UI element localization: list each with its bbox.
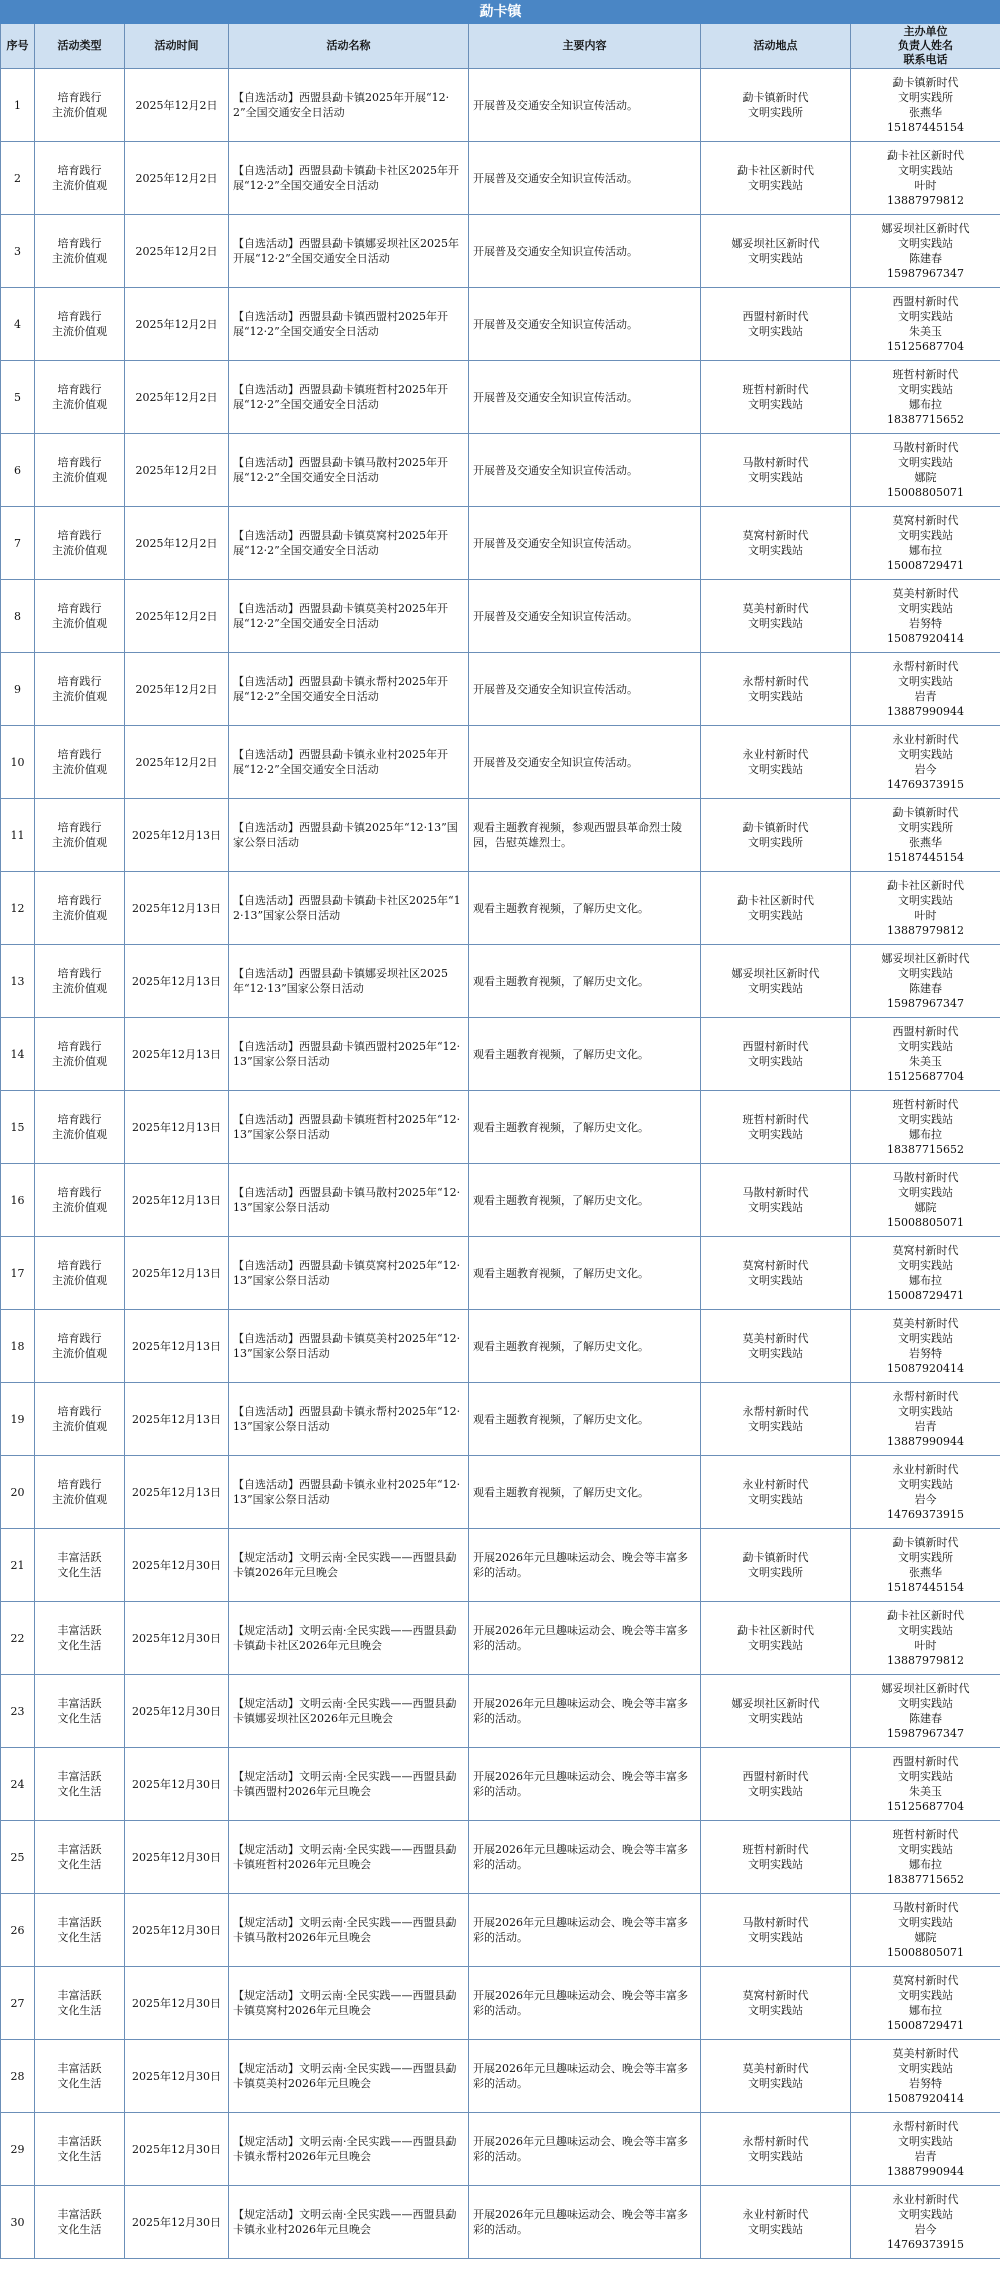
cell-type: 丰富活跃 文化生活	[35, 1675, 125, 1748]
cell-place: 娜妥坝社区新时代 文明实践站	[701, 215, 851, 288]
header-type: 活动类型	[35, 24, 125, 69]
cell-place: 莫窝村新时代 文明实践站	[701, 507, 851, 580]
cell-time: 2025年12月30日	[125, 1602, 229, 1675]
table-row	[1, 288, 1000, 361]
cell-activity-name: 【规定活动】文明云南·全民实践——西盟县勐卡镇莫美村2026年元旦晚会	[229, 2040, 469, 2113]
cell-activity-name: 【规定活动】文明云南·全民实践——西盟县勐卡镇莫窝村2026年元旦晚会	[229, 1967, 469, 2040]
cell-place: 永业村新时代 文明实践站	[701, 2186, 851, 2259]
cell-activity-name: 【自选活动】西盟县勐卡镇莫美村2025年“12·13”国家公祭日活动	[229, 1310, 469, 1383]
cell-no: 7	[1, 507, 35, 580]
cell-no: 1	[1, 69, 35, 142]
table-row	[1, 142, 1000, 215]
cell-no: 17	[1, 1237, 35, 1310]
cell-content: 观看主题教育视频，了解历史文化。	[469, 1456, 701, 1529]
cell-place: 莫美村新时代 文明实践站	[701, 2040, 851, 2113]
cell-organizer: 娜妥坝社区新时代 文明实践站 陈建春 15987967347	[851, 215, 1000, 288]
cell-type: 培育践行 主流价值观	[35, 726, 125, 799]
cell-content: 观看主题教育视频，了解历史文化。	[469, 1310, 701, 1383]
cell-activity-name: 【自选活动】西盟县勐卡镇2025年开展“12·2”全国交通安全日活动	[229, 69, 469, 142]
table-row	[1, 1529, 1000, 1602]
cell-type: 培育践行 主流价值观	[35, 69, 125, 142]
cell-content: 开展2026年元旦趣味运动会、晚会等丰富多彩的活动。	[469, 2040, 701, 2113]
cell-time: 2025年12月13日	[125, 1091, 229, 1164]
cell-place: 永业村新时代 文明实践站	[701, 1456, 851, 1529]
cell-time: 2025年12月13日	[125, 1383, 229, 1456]
cell-organizer: 永帮村新时代 文明实践站 岩青 13887990944	[851, 653, 1000, 726]
cell-type: 培育践行 主流价值观	[35, 1310, 125, 1383]
table-row	[1, 1748, 1000, 1821]
cell-no: 6	[1, 434, 35, 507]
cell-organizer: 马散村新时代 文明实践站 娜院 15008805071	[851, 1164, 1000, 1237]
cell-type: 培育践行 主流价值观	[35, 580, 125, 653]
table-row	[1, 1310, 1000, 1383]
cell-place: 马散村新时代 文明实践站	[701, 1894, 851, 1967]
cell-time: 2025年12月13日	[125, 945, 229, 1018]
cell-time: 2025年12月2日	[125, 507, 229, 580]
cell-place: 莫窝村新时代 文明实践站	[701, 1967, 851, 2040]
cell-activity-name: 【规定活动】文明云南·全民实践——西盟县勐卡镇永帮村2026年元旦晚会	[229, 2113, 469, 2186]
cell-no: 24	[1, 1748, 35, 1821]
table-row	[1, 580, 1000, 653]
cell-type: 丰富活跃 文化生活	[35, 1967, 125, 2040]
cell-content: 开展普及交通安全知识宣传活动。	[469, 726, 701, 799]
cell-no: 21	[1, 1529, 35, 1602]
cell-place: 勐卡镇新时代 文明实践所	[701, 1529, 851, 1602]
cell-content: 开展2026年元旦趣味运动会、晚会等丰富多彩的活动。	[469, 2113, 701, 2186]
cell-content: 观看主题教育视频，了解历史文化。	[469, 1091, 701, 1164]
cell-no: 22	[1, 1602, 35, 1675]
cell-type: 丰富活跃 文化生活	[35, 2186, 125, 2259]
cell-activity-name: 【自选活动】西盟县勐卡镇永帮村2025年“12·13”国家公祭日活动	[229, 1383, 469, 1456]
cell-organizer: 永业村新时代 文明实践站 岩今 14769373915	[851, 2186, 1000, 2259]
cell-type: 培育践行 主流价值观	[35, 288, 125, 361]
cell-activity-name: 【自选活动】西盟县勐卡镇永业村2025年开展“12·2”全国交通安全日活动	[229, 726, 469, 799]
cell-no: 15	[1, 1091, 35, 1164]
cell-place: 西盟村新时代 文明实践站	[701, 1018, 851, 1091]
cell-no: 12	[1, 872, 35, 945]
cell-content: 开展普及交通安全知识宣传活动。	[469, 434, 701, 507]
cell-place: 莫美村新时代 文明实践站	[701, 580, 851, 653]
cell-activity-name: 【规定活动】文明云南·全民实践——西盟县勐卡镇永业村2026年元旦晚会	[229, 2186, 469, 2259]
cell-type: 培育践行 主流价值观	[35, 653, 125, 726]
cell-place: 西盟村新时代 文明实践站	[701, 288, 851, 361]
cell-activity-name: 【自选活动】西盟县勐卡镇班哲村2025年“12·13”国家公祭日活动	[229, 1091, 469, 1164]
header-time: 活动时间	[125, 24, 229, 69]
cell-content: 开展普及交通安全知识宣传活动。	[469, 142, 701, 215]
cell-place: 班哲村新时代 文明实践站	[701, 361, 851, 434]
cell-type: 丰富活跃 文化生活	[35, 2113, 125, 2186]
cell-place: 勐卡社区新时代 文明实践站	[701, 1602, 851, 1675]
cell-activity-name: 【自选活动】西盟县勐卡镇娜妥坝社区2025年开展“12·2”全国交通安全日活动	[229, 215, 469, 288]
cell-time: 2025年12月30日	[125, 1821, 229, 1894]
cell-content: 开展2026年元旦趣味运动会、晚会等丰富多彩的活动。	[469, 1529, 701, 1602]
cell-activity-name: 【自选活动】西盟县勐卡镇娜妥坝社区2025年“12·13”国家公祭日活动	[229, 945, 469, 1018]
cell-time: 2025年12月30日	[125, 2113, 229, 2186]
table-row	[1, 507, 1000, 580]
cell-time: 2025年12月2日	[125, 434, 229, 507]
cell-content: 观看主题教育视频，了解历史文化。	[469, 1018, 701, 1091]
cell-activity-name: 【规定活动】文明云南·全民实践——西盟县勐卡镇勐卡社区2026年元旦晚会	[229, 1602, 469, 1675]
cell-content: 开展普及交通安全知识宣传活动。	[469, 653, 701, 726]
cell-time: 2025年12月13日	[125, 1018, 229, 1091]
table-row	[1, 69, 1000, 142]
cell-no: 28	[1, 2040, 35, 2113]
cell-place: 永业村新时代 文明实践站	[701, 726, 851, 799]
cell-content: 开展2026年元旦趣味运动会、晚会等丰富多彩的活动。	[469, 1967, 701, 2040]
cell-organizer: 莫美村新时代 文明实践站 岩努特 15087920414	[851, 1310, 1000, 1383]
table-row	[1, 1164, 1000, 1237]
cell-type: 丰富活跃 文化生活	[35, 2040, 125, 2113]
cell-no: 23	[1, 1675, 35, 1748]
table-title: 勐卡镇	[1, 1, 1000, 24]
header-content: 主要内容	[469, 24, 701, 69]
cell-organizer: 勐卡镇新时代 文明实践所 张燕华 15187445154	[851, 1529, 1000, 1602]
cell-content: 观看主题教育视频，了解历史文化。	[469, 872, 701, 945]
cell-no: 27	[1, 1967, 35, 2040]
cell-organizer: 永业村新时代 文明实践站 岩今 14769373915	[851, 726, 1000, 799]
cell-time: 2025年12月2日	[125, 361, 229, 434]
cell-organizer: 勐卡镇新时代 文明实践所 张燕华 15187445154	[851, 799, 1000, 872]
cell-organizer: 西盟村新时代 文明实践站 朱美玉 15125687704	[851, 1748, 1000, 1821]
cell-content: 观看主题教育视频，了解历史文化。	[469, 1164, 701, 1237]
cell-no: 18	[1, 1310, 35, 1383]
cell-content: 观看主题教育视频，了解历史文化。	[469, 1383, 701, 1456]
cell-organizer: 西盟村新时代 文明实践站 朱美玉 15125687704	[851, 288, 1000, 361]
cell-no: 11	[1, 799, 35, 872]
cell-type: 培育践行 主流价值观	[35, 1237, 125, 1310]
cell-organizer: 娜妥坝社区新时代 文明实践站 陈建春 15987967347	[851, 1675, 1000, 1748]
cell-time: 2025年12月30日	[125, 1529, 229, 1602]
cell-type: 培育践行 主流价值观	[35, 799, 125, 872]
cell-type: 丰富活跃 文化生活	[35, 1748, 125, 1821]
cell-organizer: 勐卡镇新时代 文明实践所 张燕华 15187445154	[851, 69, 1000, 142]
cell-content: 开展2026年元旦趣味运动会、晚会等丰富多彩的活动。	[469, 2186, 701, 2259]
cell-activity-name: 【自选活动】西盟县勐卡镇莫窝村2025年开展“12·2”全国交通安全日活动	[229, 507, 469, 580]
cell-time: 2025年12月2日	[125, 215, 229, 288]
cell-activity-name: 【规定活动】文明云南·全民实践——西盟县勐卡镇西盟村2026年元旦晚会	[229, 1748, 469, 1821]
cell-type: 培育践行 主流价值观	[35, 1164, 125, 1237]
header-name: 活动名称	[229, 24, 469, 69]
cell-content: 开展2026年元旦趣味运动会、晚会等丰富多彩的活动。	[469, 1675, 701, 1748]
table-row	[1, 2040, 1000, 2113]
table-row	[1, 1091, 1000, 1164]
table-header-row	[1, 24, 1000, 69]
cell-time: 2025年12月2日	[125, 69, 229, 142]
table-row	[1, 2113, 1000, 2186]
cell-activity-name: 【规定活动】文明云南·全民实践——西盟县勐卡镇2026年元旦晚会	[229, 1529, 469, 1602]
cell-type: 丰富活跃 文化生活	[35, 1821, 125, 1894]
header-place: 活动地点	[701, 24, 851, 69]
cell-activity-name: 【自选活动】西盟县勐卡镇勐卡社区2025年开展“12·2”全国交通安全日活动	[229, 142, 469, 215]
cell-place: 勐卡社区新时代 文明实践站	[701, 142, 851, 215]
cell-organizer: 勐卡社区新时代 文明实践站 叶时 13887979812	[851, 142, 1000, 215]
cell-content: 开展2026年元旦趣味运动会、晚会等丰富多彩的活动。	[469, 1602, 701, 1675]
cell-organizer: 勐卡社区新时代 文明实践站 叶时 13887979812	[851, 1602, 1000, 1675]
cell-content: 开展普及交通安全知识宣传活动。	[469, 361, 701, 434]
cell-content: 开展普及交通安全知识宣传活动。	[469, 507, 701, 580]
header-organizer: 主办单位 负责人姓名 联系电话	[851, 24, 1000, 69]
cell-time: 2025年12月30日	[125, 2040, 229, 2113]
cell-activity-name: 【规定活动】文明云南·全民实践——西盟县勐卡镇班哲村2026年元旦晚会	[229, 1821, 469, 1894]
cell-no: 8	[1, 580, 35, 653]
cell-time: 2025年12月2日	[125, 653, 229, 726]
cell-time: 2025年12月2日	[125, 726, 229, 799]
cell-activity-name: 【自选活动】西盟县勐卡镇2025年“12·13”国家公祭日活动	[229, 799, 469, 872]
cell-no: 5	[1, 361, 35, 434]
cell-time: 2025年12月13日	[125, 872, 229, 945]
cell-place: 娜妥坝社区新时代 文明实践站	[701, 1675, 851, 1748]
cell-content: 开展2026年元旦趣味运动会、晚会等丰富多彩的活动。	[469, 1894, 701, 1967]
table-row	[1, 799, 1000, 872]
cell-organizer: 班哲村新时代 文明实践站 娜布拉 18387715652	[851, 1821, 1000, 1894]
cell-time: 2025年12月13日	[125, 1310, 229, 1383]
cell-place: 勐卡镇新时代 文明实践所	[701, 69, 851, 142]
cell-activity-name: 【自选活动】西盟县勐卡镇西盟村2025年“12·13”国家公祭日活动	[229, 1018, 469, 1091]
cell-time: 2025年12月30日	[125, 1748, 229, 1821]
cell-content: 观看主题教育视频，了解历史文化。	[469, 945, 701, 1018]
cell-time: 2025年12月13日	[125, 1164, 229, 1237]
cell-place: 西盟村新时代 文明实践站	[701, 1748, 851, 1821]
cell-time: 2025年12月2日	[125, 288, 229, 361]
cell-activity-name: 【自选活动】西盟县勐卡镇莫美村2025年开展“12·2”全国交通安全日活动	[229, 580, 469, 653]
cell-no: 10	[1, 726, 35, 799]
table-row	[1, 1456, 1000, 1529]
cell-place: 永帮村新时代 文明实践站	[701, 2113, 851, 2186]
cell-type: 培育践行 主流价值观	[35, 945, 125, 1018]
cell-time: 2025年12月13日	[125, 1237, 229, 1310]
table-row	[1, 1383, 1000, 1456]
cell-time: 2025年12月30日	[125, 2186, 229, 2259]
cell-activity-name: 【规定活动】文明云南·全民实践——西盟县勐卡镇娜妥坝社区2026年元旦晚会	[229, 1675, 469, 1748]
cell-content: 开展2026年元旦趣味运动会、晚会等丰富多彩的活动。	[469, 1821, 701, 1894]
cell-organizer: 永业村新时代 文明实践站 岩今 14769373915	[851, 1456, 1000, 1529]
cell-place: 娜妥坝社区新时代 文明实践站	[701, 945, 851, 1018]
cell-no: 30	[1, 2186, 35, 2259]
cell-type: 培育践行 主流价值观	[35, 1383, 125, 1456]
table-row	[1, 653, 1000, 726]
cell-time: 2025年12月2日	[125, 142, 229, 215]
cell-organizer: 莫美村新时代 文明实践站 岩努特 15087920414	[851, 2040, 1000, 2113]
cell-place: 马散村新时代 文明实践站	[701, 434, 851, 507]
cell-no: 20	[1, 1456, 35, 1529]
cell-type: 培育践行 主流价值观	[35, 361, 125, 434]
cell-organizer: 班哲村新时代 文明实践站 娜布拉 18387715652	[851, 1091, 1000, 1164]
cell-time: 2025年12月2日	[125, 580, 229, 653]
cell-place: 班哲村新时代 文明实践站	[701, 1091, 851, 1164]
cell-content: 开展普及交通安全知识宣传活动。	[469, 288, 701, 361]
header-no: 序号	[1, 24, 35, 69]
table-row	[1, 1018, 1000, 1091]
cell-place: 勐卡镇新时代 文明实践所	[701, 799, 851, 872]
table-row	[1, 726, 1000, 799]
cell-type: 丰富活跃 文化生活	[35, 1894, 125, 1967]
table-row	[1, 1237, 1000, 1310]
cell-organizer: 班哲村新时代 文明实践站 娜布拉 18387715652	[851, 361, 1000, 434]
table-body	[1, 69, 1000, 2259]
cell-no: 29	[1, 2113, 35, 2186]
cell-no: 13	[1, 945, 35, 1018]
table-row	[1, 215, 1000, 288]
table-row	[1, 1967, 1000, 2040]
cell-activity-name: 【自选活动】西盟县勐卡镇西盟村2025年开展“12·2”全国交通安全日活动	[229, 288, 469, 361]
cell-organizer: 西盟村新时代 文明实践站 朱美玉 15125687704	[851, 1018, 1000, 1091]
cell-type: 培育践行 主流价值观	[35, 215, 125, 288]
cell-place: 永帮村新时代 文明实践站	[701, 653, 851, 726]
cell-type: 培育践行 主流价值观	[35, 1456, 125, 1529]
table-row	[1, 1602, 1000, 1675]
cell-no: 26	[1, 1894, 35, 1967]
cell-organizer: 马散村新时代 文明实践站 娜院 15008805071	[851, 434, 1000, 507]
table-row	[1, 434, 1000, 507]
cell-activity-name: 【自选活动】西盟县勐卡镇永帮村2025年开展“12·2”全国交通安全日活动	[229, 653, 469, 726]
cell-organizer: 永帮村新时代 文明实践站 岩青 13887990944	[851, 2113, 1000, 2186]
cell-place: 莫美村新时代 文明实践站	[701, 1310, 851, 1383]
cell-no: 14	[1, 1018, 35, 1091]
cell-content: 开展普及交通安全知识宣传活动。	[469, 69, 701, 142]
cell-activity-name: 【自选活动】西盟县勐卡镇莫窝村2025年“12·13”国家公祭日活动	[229, 1237, 469, 1310]
cell-type: 丰富活跃 文化生活	[35, 1529, 125, 1602]
cell-organizer: 莫窝村新时代 文明实践站 娜布拉 15008729471	[851, 1967, 1000, 2040]
table-row	[1, 2186, 1000, 2259]
cell-type: 培育践行 主流价值观	[35, 507, 125, 580]
cell-time: 2025年12月30日	[125, 1675, 229, 1748]
table-row	[1, 1675, 1000, 1748]
cell-organizer: 马散村新时代 文明实践站 娜院 15008805071	[851, 1894, 1000, 1967]
cell-organizer: 莫美村新时代 文明实践站 岩努特 15087920414	[851, 580, 1000, 653]
cell-organizer: 永帮村新时代 文明实践站 岩青 13887990944	[851, 1383, 1000, 1456]
cell-organizer: 勐卡社区新时代 文明实践站 叶时 13887979812	[851, 872, 1000, 945]
cell-organizer: 莫窝村新时代 文明实践站 娜布拉 15008729471	[851, 1237, 1000, 1310]
cell-type: 培育践行 主流价值观	[35, 872, 125, 945]
cell-organizer: 莫窝村新时代 文明实践站 娜布拉 15008729471	[851, 507, 1000, 580]
cell-type: 培育践行 主流价值观	[35, 434, 125, 507]
cell-place: 勐卡社区新时代 文明实践站	[701, 872, 851, 945]
cell-place: 班哲村新时代 文明实践站	[701, 1821, 851, 1894]
cell-no: 2	[1, 142, 35, 215]
cell-place: 永帮村新时代 文明实践站	[701, 1383, 851, 1456]
cell-type: 培育践行 主流价值观	[35, 1018, 125, 1091]
table-row	[1, 872, 1000, 945]
cell-place: 莫窝村新时代 文明实践站	[701, 1237, 851, 1310]
table-row	[1, 1894, 1000, 1967]
cell-content: 开展普及交通安全知识宣传活动。	[469, 580, 701, 653]
table-title-row	[1, 1, 1000, 24]
cell-activity-name: 【自选活动】西盟县勐卡镇勐卡社区2025年“12·13”国家公祭日活动	[229, 872, 469, 945]
cell-no: 9	[1, 653, 35, 726]
cell-activity-name: 【规定活动】文明云南·全民实践——西盟县勐卡镇马散村2026年元旦晚会	[229, 1894, 469, 1967]
cell-no: 25	[1, 1821, 35, 1894]
cell-time: 2025年12月30日	[125, 1894, 229, 1967]
cell-time: 2025年12月13日	[125, 1456, 229, 1529]
cell-activity-name: 【自选活动】西盟县勐卡镇班哲村2025年开展“12·2”全国交通安全日活动	[229, 361, 469, 434]
table-row	[1, 945, 1000, 1018]
cell-content: 开展普及交通安全知识宣传活动。	[469, 215, 701, 288]
cell-type: 培育践行 主流价值观	[35, 142, 125, 215]
cell-activity-name: 【自选活动】西盟县勐卡镇永业村2025年“12·13”国家公祭日活动	[229, 1456, 469, 1529]
cell-no: 4	[1, 288, 35, 361]
cell-activity-name: 【自选活动】西盟县勐卡镇马散村2025年开展“12·2”全国交通安全日活动	[229, 434, 469, 507]
cell-content: 开展2026年元旦趣味运动会、晚会等丰富多彩的活动。	[469, 1748, 701, 1821]
table-row	[1, 1821, 1000, 1894]
cell-content: 观看主题教育视频，了解历史文化。	[469, 1237, 701, 1310]
cell-type: 丰富活跃 文化生活	[35, 1602, 125, 1675]
table-row	[1, 361, 1000, 434]
cell-no: 3	[1, 215, 35, 288]
cell-organizer: 娜妥坝社区新时代 文明实践站 陈建春 15987967347	[851, 945, 1000, 1018]
cell-time: 2025年12月13日	[125, 799, 229, 872]
cell-no: 16	[1, 1164, 35, 1237]
cell-content: 观看主题教育视频，参观西盟县革命烈士陵园，告慰英雄烈士。	[469, 799, 701, 872]
cell-place: 马散村新时代 文明实践站	[701, 1164, 851, 1237]
cell-no: 19	[1, 1383, 35, 1456]
cell-type: 培育践行 主流价值观	[35, 1091, 125, 1164]
cell-time: 2025年12月30日	[125, 1967, 229, 2040]
cell-activity-name: 【自选活动】西盟县勐卡镇马散村2025年“12·13”国家公祭日活动	[229, 1164, 469, 1237]
